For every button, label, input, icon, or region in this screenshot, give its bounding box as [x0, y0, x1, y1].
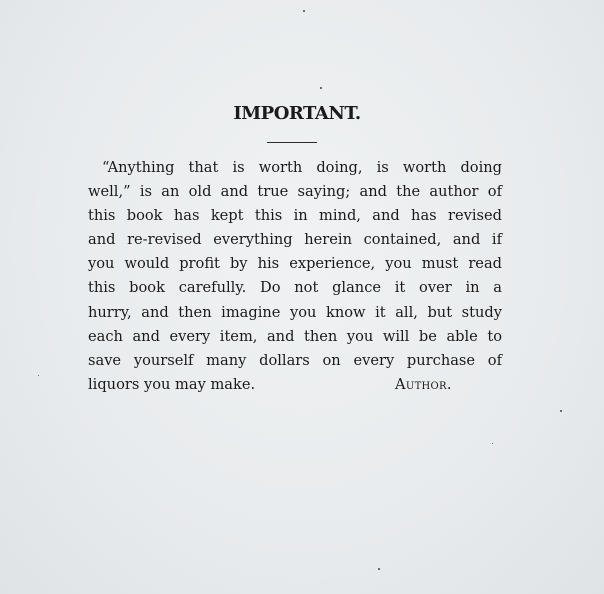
paragraph-line: hurry, and then imagine you know it all, but study [88, 303, 502, 321]
paragraph-line: save yourself many dollars on every purchase of [88, 351, 502, 369]
scan-speck [560, 410, 562, 412]
scan-speck [492, 443, 493, 444]
scan-speck [378, 568, 380, 570]
page-heading: IMPORTANT. [233, 103, 361, 124]
paragraph-line: you would profit by his experience, you must read [88, 255, 502, 273]
paragraph-last-line [88, 373, 502, 397]
paragraph-line: this book has kept this in mind, and has revised [88, 207, 502, 225]
paragraph-line: and re-revised everything herein contained, and if [88, 231, 502, 249]
scan-speck [38, 375, 39, 376]
paragraph-line: well,” is an old and true saying; and the author of [88, 183, 502, 201]
paragraph-line: “Anything that is worth doing, is worth doing [102, 159, 502, 176]
paragraph-line: this book carefully. Do not glance it over in a [88, 279, 502, 297]
paragraph-line: each and every item, and then you will be able to [88, 327, 502, 345]
paragraph-line: liquors you may make. [88, 375, 256, 393]
body-paragraph [88, 156, 502, 397]
scan-speck [320, 87, 322, 89]
scan-speck [303, 10, 305, 12]
author-signature: Author. [395, 375, 452, 393]
heading-rule [267, 142, 317, 143]
